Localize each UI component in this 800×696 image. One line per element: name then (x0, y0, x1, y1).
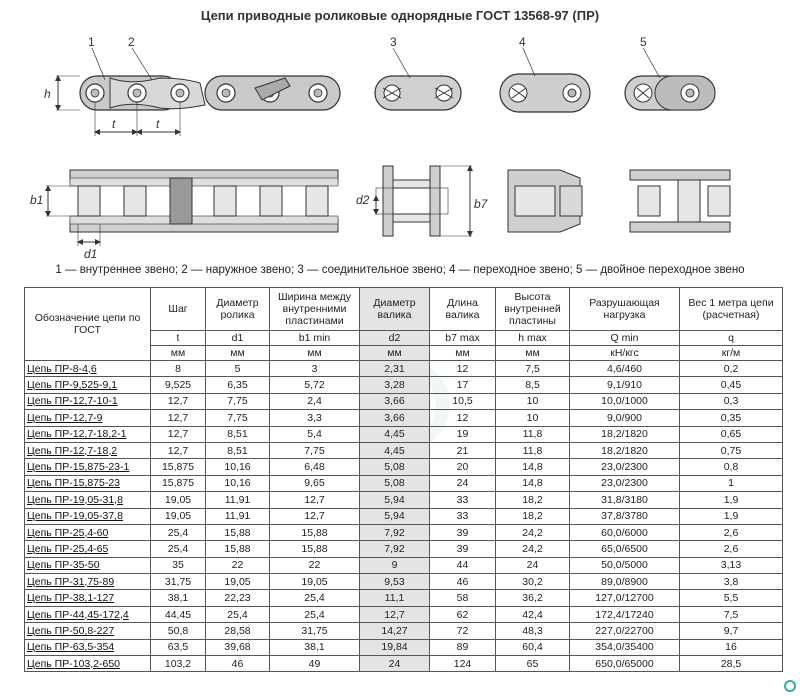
table-cell: 5,08 (360, 475, 430, 491)
chain-designation-link[interactable]: Цепь ПР-63,5-354 (25, 639, 151, 655)
chain-designation-link[interactable]: Цепь ПР-25,4-60 (25, 524, 151, 540)
dim-b1: b1 (30, 193, 44, 207)
table-cell: 6,35 (206, 377, 270, 393)
table-cell: 18,2/1820 (570, 442, 680, 458)
chain-designation-link[interactable]: Цепь ПР-12,7-18,2-1 (25, 426, 151, 442)
table-cell: 4,45 (360, 442, 430, 458)
table-cell: 1,9 (680, 508, 783, 524)
callout-3: 3 (390, 35, 397, 49)
table-cell: 9,0/900 (570, 410, 680, 426)
table-cell: 24,2 (496, 524, 570, 540)
table-cell: 22,23 (206, 590, 270, 606)
unit-cell: мм (151, 346, 206, 361)
table-cell: 18,2 (496, 508, 570, 524)
table-row (25, 606, 783, 622)
table-cell: 7,5 (680, 606, 783, 622)
header-pin-length: Длина валика (430, 288, 496, 331)
symbol-cell: d2 (360, 331, 430, 346)
table-cell: 60,0/6000 (570, 524, 680, 540)
header-pitch: Шаг (151, 288, 206, 331)
table-cell: 12,7 (151, 393, 206, 409)
table-row (25, 459, 783, 475)
table-cell: 25,4 (151, 541, 206, 557)
table-cell: 7,5 (496, 361, 570, 377)
unit-cell: мм (206, 346, 270, 361)
table-cell: 1 (680, 475, 783, 491)
table-cell: 24 (496, 557, 570, 573)
chain-designation-link[interactable]: Цепь ПР-9,525-9,1 (25, 377, 151, 393)
table-cell: 9 (360, 557, 430, 573)
unit-cell: мм (270, 346, 360, 361)
table-cell: 31,75 (151, 574, 206, 590)
table-row (25, 361, 783, 377)
table-row (25, 590, 783, 606)
table-cell: 19,84 (360, 639, 430, 655)
table-row (25, 623, 783, 639)
table-cell: 12,7 (151, 442, 206, 458)
table-cell: 33 (430, 492, 496, 508)
double-transition-link-top (625, 48, 715, 110)
table-cell: 15,875 (151, 459, 206, 475)
table-row (25, 524, 783, 540)
table-cell: 11,91 (206, 492, 270, 508)
table-cell: 5,08 (360, 459, 430, 475)
transition-link-plan (508, 170, 582, 232)
table-cell: 39,68 (206, 639, 270, 655)
table-row (25, 475, 783, 491)
table-cell: 7,92 (360, 524, 430, 540)
chain-designation-link[interactable]: Цепь ПР-15,875-23-1 (25, 459, 151, 475)
table-cell: 16 (680, 639, 783, 655)
table-cell: 30,2 (496, 574, 570, 590)
table-cell: 63,5 (151, 639, 206, 655)
header-inner-width: Ширина между внутренними пластинами (270, 288, 360, 331)
table-cell: 0,75 (680, 442, 783, 458)
callout-5: 5 (640, 35, 647, 49)
chain-designation-link[interactable]: Цепь ПР-19,05-31,8 (25, 492, 151, 508)
unit-cell: мм (496, 346, 570, 361)
table-cell: 103,2 (151, 656, 206, 672)
table-cell: 15,88 (270, 524, 360, 540)
unit-cell: кН/кгс (570, 346, 680, 361)
chain-designation-link[interactable]: Цепь ПР-12,7-18,2 (25, 442, 151, 458)
table-cell: 62 (430, 606, 496, 622)
table-cell: 65 (496, 656, 570, 672)
table-cell: 5,94 (360, 492, 430, 508)
table-cell: 20 (430, 459, 496, 475)
table-cell: 12,7 (270, 508, 360, 524)
table-cell: 10 (496, 393, 570, 409)
table-cell: 0,45 (680, 377, 783, 393)
table-cell: 354,0/35400 (570, 639, 680, 655)
table-cell: 7,75 (270, 442, 360, 458)
table-body (25, 361, 783, 672)
table-cell: 2,6 (680, 524, 783, 540)
table-cell: 72 (430, 623, 496, 639)
table-cell: 25,4 (270, 590, 360, 606)
table-cell: 8 (151, 361, 206, 377)
header-roller-diameter: Диаметр ролика (206, 288, 270, 331)
header-pin-diameter: Диаметр валика (360, 288, 430, 331)
table-cell: 15,875 (151, 475, 206, 491)
spec-table (24, 287, 783, 672)
table-cell: 25,4 (270, 606, 360, 622)
table-cell: 19,05 (151, 492, 206, 508)
table-cell: 10,16 (206, 475, 270, 491)
table-cell: 7,92 (360, 541, 430, 557)
chain-designation-link[interactable]: Цепь ПР-25,4-65 (25, 541, 151, 557)
table-cell: 0,35 (680, 410, 783, 426)
dim-d1: d1 (84, 247, 98, 260)
table-cell: 7,75 (206, 393, 270, 409)
table-row (25, 426, 783, 442)
unit-cell: кг/м (680, 346, 783, 361)
table-cell: 12,7 (151, 426, 206, 442)
symbol-cell: q (680, 331, 783, 346)
table-cell: 4,6/460 (570, 361, 680, 377)
table-cell: 8,5 (496, 377, 570, 393)
table-cell: 14,27 (360, 623, 430, 639)
table-cell: 60,4 (496, 639, 570, 655)
table-cell: 15,88 (270, 541, 360, 557)
table-cell: 0,3 (680, 393, 783, 409)
table-cell: 31,75 (270, 623, 360, 639)
table-cell: 5,5 (680, 590, 783, 606)
table-cell: 22 (270, 557, 360, 573)
table-cell: 49 (270, 656, 360, 672)
page-title: Цепи приводные роликовые однорядные ГОСТ 13568-97 (ПР) (200, 8, 600, 23)
table-cell: 65,0/6500 (570, 541, 680, 557)
table-cell: 12 (430, 361, 496, 377)
table-cell: 42,4 (496, 606, 570, 622)
table-cell: 172,4/17240 (570, 606, 680, 622)
table-cell: 3,8 (680, 574, 783, 590)
table-cell: 9,7 (680, 623, 783, 639)
table-cell: 46 (206, 656, 270, 672)
table-cell: 0,65 (680, 426, 783, 442)
table-row (25, 508, 783, 524)
dim-b7: b7 (474, 197, 488, 211)
chain-designation-link[interactable]: Цепь ПР-50,8-227 (25, 623, 151, 639)
chain-designation-link[interactable]: Цепь ПР-44,45-172,4 (25, 606, 151, 622)
table-cell: 89,0/8900 (570, 574, 680, 590)
table-cell: 12 (430, 410, 496, 426)
table-cell: 1,9 (680, 492, 783, 508)
table-cell: 124 (430, 656, 496, 672)
unit-cell: мм (360, 346, 430, 361)
table-cell: 35 (151, 557, 206, 573)
table-cell: 10,16 (206, 459, 270, 475)
table-cell: 38,1 (270, 639, 360, 655)
table-row (25, 377, 783, 393)
table-row (25, 492, 783, 508)
table-cell: 6,48 (270, 459, 360, 475)
table-cell: 19,05 (270, 574, 360, 590)
chain-designation-link[interactable]: Цепь ПР-31,75-89 (25, 574, 151, 590)
table-cell: 5,4 (270, 426, 360, 442)
table-cell: 22 (206, 557, 270, 573)
table-cell: 3,28 (360, 377, 430, 393)
table-cell: 9,65 (270, 475, 360, 491)
chain-designation-link[interactable]: Цепь ПР-35-50 (25, 557, 151, 573)
table-cell: 23,0/2300 (570, 459, 680, 475)
callout-1: 1 (88, 35, 95, 49)
table-cell: 11,8 (496, 442, 570, 458)
table-row (25, 541, 783, 557)
dim-t-1: t (112, 117, 116, 131)
callout-2: 2 (128, 35, 135, 49)
legend: 1 — внутреннее звено; 2 — наружное звено; 3 — соединительное звено; 4 — переходное звено; 5 — двойное переходное звено (55, 264, 745, 276)
table-cell: 50,0/5000 (570, 557, 680, 573)
symbol-cell: Q min (570, 331, 680, 346)
table-cell: 5,72 (270, 377, 360, 393)
header-breaking-load: Разрушающая нагрузка (570, 288, 680, 331)
table-cell: 25,4 (206, 606, 270, 622)
double-transition-plan (630, 170, 730, 232)
table-cell: 39 (430, 524, 496, 540)
table-cell: 11,8 (496, 426, 570, 442)
table-cell: 19,05 (151, 508, 206, 524)
table-cell: 7,75 (206, 410, 270, 426)
table-cell: 58 (430, 590, 496, 606)
table-cell: 19,05 (206, 574, 270, 590)
symbol-cell: b1 min (270, 331, 360, 346)
dim-t-2: t (156, 117, 160, 131)
chain-designation-link[interactable]: Цепь ПР-12,7-9 (25, 410, 151, 426)
table-cell: 11,91 (206, 508, 270, 524)
table-row (25, 656, 783, 672)
table-cell: 28,5 (680, 656, 783, 672)
callout-4: 4 (519, 35, 526, 49)
table-cell: 17 (430, 377, 496, 393)
table-cell: 10,0/1000 (570, 393, 680, 409)
header-designation: Обозначение цепи по ГОСТ (25, 288, 151, 361)
table-cell: 48,3 (496, 623, 570, 639)
transition-link-top (500, 48, 590, 112)
scroll-top-icon[interactable] (784, 680, 796, 692)
connecting-link-top (375, 48, 461, 110)
table-cell: 2,31 (360, 361, 430, 377)
table-cell: 3 (270, 361, 360, 377)
table-cell: 19 (430, 426, 496, 442)
table-cell: 227,0/22700 (570, 623, 680, 639)
chain-designation-link[interactable]: Цепь ПР-12,7-10-1 (25, 393, 151, 409)
table-cell: 18,2 (496, 492, 570, 508)
table-cell: 28,58 (206, 623, 270, 639)
symbol-cell: h max (496, 331, 570, 346)
table-cell: 12,7 (151, 410, 206, 426)
symbol-cell: t (151, 331, 206, 346)
table-cell: 2,4 (270, 393, 360, 409)
chain-diagrams (0, 28, 800, 260)
table-cell: 3,66 (360, 393, 430, 409)
connecting-link-plan (376, 166, 472, 236)
table-row (25, 557, 783, 573)
table-cell: 9,1/910 (570, 377, 680, 393)
table-cell: 24 (360, 656, 430, 672)
table-row (25, 393, 783, 409)
table-cell: 127,0/12700 (570, 590, 680, 606)
table-cell: 0,8 (680, 459, 783, 475)
dim-h: h (44, 87, 51, 101)
table-cell: 23,0/2300 (570, 475, 680, 491)
table-cell: 4,45 (360, 426, 430, 442)
header-plate-height: Высота внутренней пластины (496, 288, 570, 331)
table-cell: 9,53 (360, 574, 430, 590)
table-cell: 12,7 (360, 606, 430, 622)
table-cell: 36,2 (496, 590, 570, 606)
table-cell: 14,8 (496, 475, 570, 491)
table-row (25, 639, 783, 655)
table-cell: 12,7 (270, 492, 360, 508)
table-cell: 5 (206, 361, 270, 377)
table-cell: 10 (496, 410, 570, 426)
dim-d2: d2 (356, 193, 370, 207)
table-row (25, 410, 783, 426)
table-cell: 15,88 (206, 524, 270, 540)
table-cell: 650,0/65000 (570, 656, 680, 672)
table-cell: 3,66 (360, 410, 430, 426)
chain-designation-link[interactable]: Цепь ПР-38,1-127 (25, 590, 151, 606)
table-cell: 44 (430, 557, 496, 573)
table-cell: 37,8/3780 (570, 508, 680, 524)
symbol-cell: b7 max (430, 331, 496, 346)
table-cell: 3,3 (270, 410, 360, 426)
chain-plan-view (46, 170, 338, 246)
table-cell: 8,51 (206, 426, 270, 442)
table-cell: 31,8/3180 (570, 492, 680, 508)
table-cell: 18,2/1820 (570, 426, 680, 442)
chain-side-view (56, 48, 340, 136)
table-cell: 24,2 (496, 541, 570, 557)
chain-designation-link[interactable]: Цепь ПР-103,2-650 (25, 656, 151, 672)
table-row (25, 574, 783, 590)
table-row (25, 442, 783, 458)
table-cell: 21 (430, 442, 496, 458)
table-cell: 10,5 (430, 393, 496, 409)
table-cell: 44,45 (151, 606, 206, 622)
table-cell: 0,2 (680, 361, 783, 377)
table-cell: 8,51 (206, 442, 270, 458)
table-cell: 3,13 (680, 557, 783, 573)
table-cell: 2,6 (680, 541, 783, 557)
table-cell: 25,4 (151, 524, 206, 540)
table-cell: 14,8 (496, 459, 570, 475)
table-cell: 39 (430, 541, 496, 557)
table-cell: 9,525 (151, 377, 206, 393)
chain-designation-link[interactable]: Цепь ПР-19,05-37,8 (25, 508, 151, 524)
chain-designation-link[interactable]: Цепь ПР-15,875-23 (25, 475, 151, 491)
table-cell: 33 (430, 508, 496, 524)
table-cell: 24 (430, 475, 496, 491)
table-cell: 89 (430, 639, 496, 655)
table-cell: 11,1 (360, 590, 430, 606)
chain-designation-link[interactable]: Цепь ПР-8-4,6 (25, 361, 151, 377)
table-cell: 15,88 (206, 541, 270, 557)
table-cell: 50,8 (151, 623, 206, 639)
header-weight: Вес 1 метра цепи (расчетная) (680, 288, 783, 331)
table-cell: 46 (430, 574, 496, 590)
table-cell: 38,1 (151, 590, 206, 606)
symbol-cell: d1 (206, 331, 270, 346)
table-cell: 5,94 (360, 508, 430, 524)
unit-cell: мм (430, 346, 496, 361)
